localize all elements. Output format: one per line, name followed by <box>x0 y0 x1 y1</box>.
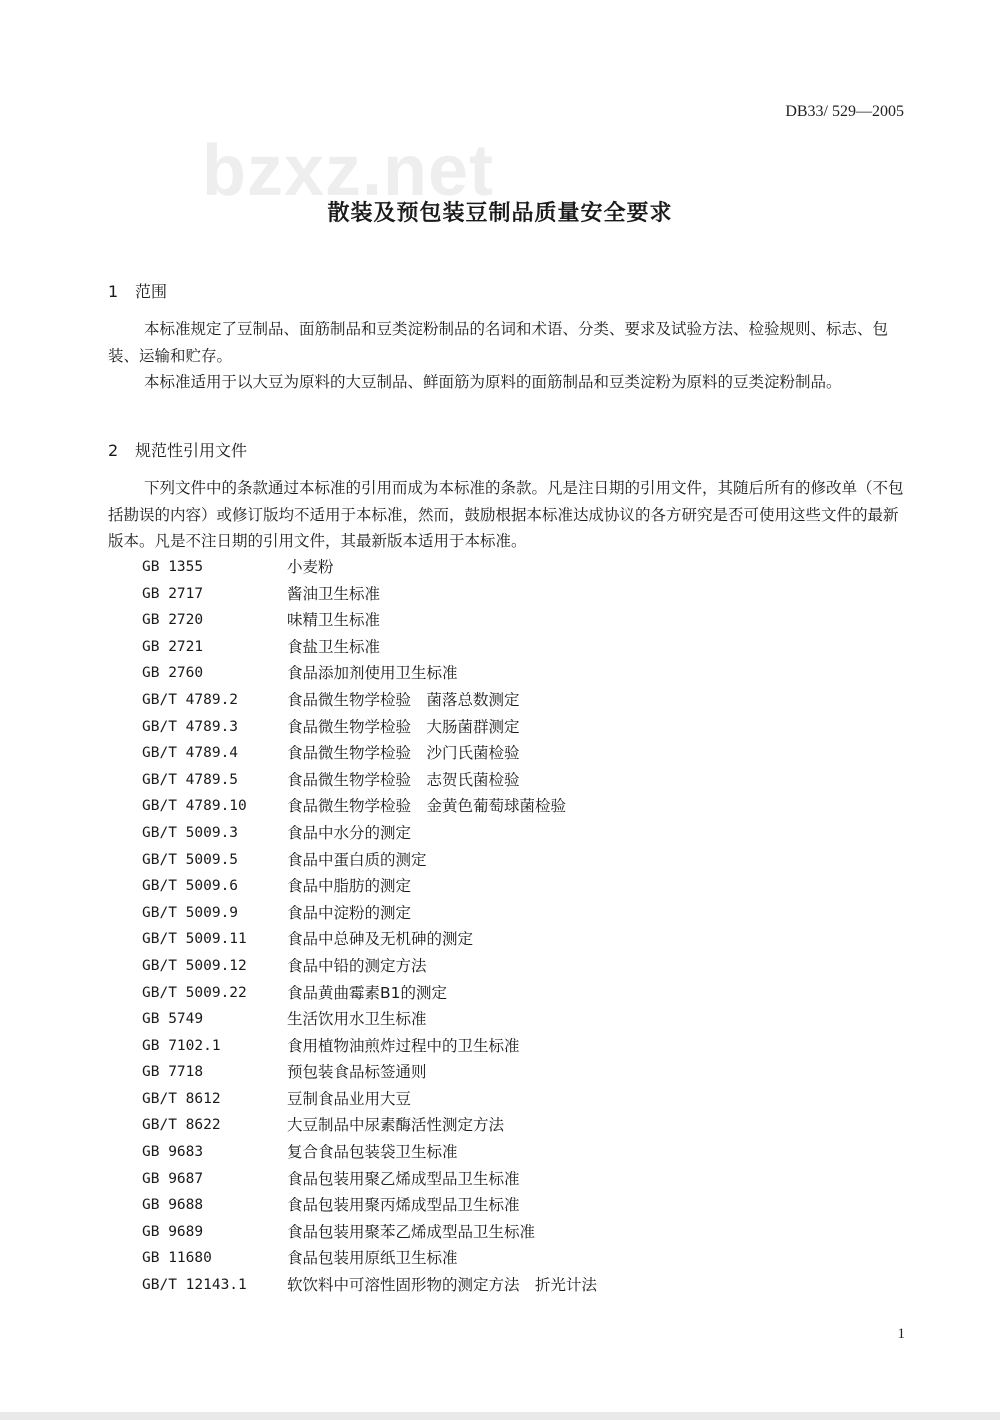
reference-title: 食品微生物学检验 沙门氏菌检验 <box>287 744 520 763</box>
section-title: 范围 <box>135 282 168 301</box>
reference-title: 食品中总砷及无机砷的测定 <box>287 930 474 949</box>
reference-row <box>142 1059 842 1086</box>
reference-title: 食品微生物学检验 大肠菌群测定 <box>287 717 520 736</box>
reference-title: 食品中脂肪的测定 <box>287 877 412 896</box>
reference-code: GB/T 4789.3 <box>142 718 239 735</box>
reference-code: GB 7718 <box>142 1064 204 1081</box>
reference-code: GB 9689 <box>142 1223 204 1240</box>
page-bottom-edge <box>0 1412 1000 1420</box>
reference-row <box>142 607 842 634</box>
reference-row <box>142 687 842 714</box>
reference-code: GB/T 4789.10 <box>142 798 247 815</box>
reference-row <box>142 1033 842 1060</box>
reference-title: 食品微生物学检验 金黄色葡萄球菌检验 <box>287 797 567 816</box>
reference-title: 食品微生物学检验 志贺氏菌检验 <box>287 770 520 789</box>
reference-code: GB/T 5009.5 <box>142 851 239 868</box>
reference-title: 食品包装用原纸卫生标准 <box>287 1249 458 1268</box>
reference-code: GB/T 5009.9 <box>142 904 239 921</box>
reference-row <box>142 1112 842 1139</box>
reference-row <box>142 1139 842 1166</box>
reference-row <box>142 714 842 741</box>
reference-title: 生活饮用水卫生标准 <box>287 1010 427 1029</box>
reference-title: 食盐卫生标准 <box>287 637 381 656</box>
reference-code: GB/T 5009.6 <box>142 878 239 895</box>
reference-title: 复合食品包装袋卫生标准 <box>287 1143 458 1162</box>
reference-code: GB 9687 <box>142 1170 204 1187</box>
reference-row <box>142 740 842 767</box>
reference-row <box>142 926 842 953</box>
reference-title: 食品中淀粉的测定 <box>287 903 412 922</box>
reference-row <box>142 1245 842 1272</box>
reference-title: 豆制食品业用大豆 <box>287 1089 412 1108</box>
reference-row <box>142 1272 842 1299</box>
reference-title: 软饮料中可溶性固形物的测定方法 折光计法 <box>287 1276 598 1295</box>
reference-code: GB 2760 <box>142 665 204 682</box>
reference-row <box>142 1219 842 1246</box>
reference-code: GB/T 4789.2 <box>142 691 239 708</box>
reference-code: GB 1355 <box>142 559 204 575</box>
document-title: 散装及预包装豆制品质量安全要求 <box>327 201 673 226</box>
reference-row <box>142 581 842 608</box>
reference-title: 大豆制品中尿素酶活性测定方法 <box>287 1116 505 1135</box>
reference-code: GB/T 4789.4 <box>142 745 239 762</box>
reference-code: GB/T 4789.5 <box>142 771 239 788</box>
reference-title: 食品中铅的测定方法 <box>287 956 427 975</box>
reference-code: GB/T 8622 <box>142 1117 221 1134</box>
reference-title: 食品包装用聚苯乙烯成型品卫生标准 <box>287 1222 536 1241</box>
reference-code: GB 2717 <box>142 585 204 602</box>
reference-row <box>142 634 842 661</box>
reference-row <box>142 900 842 927</box>
reference-title: 食品包装用聚丙烯成型品卫生标准 <box>287 1196 520 1215</box>
reference-row <box>142 793 842 820</box>
reference-title: 食用植物油煎炸过程中的卫生标准 <box>287 1036 520 1055</box>
paragraph: 本标准适用于以大豆为原料的大豆制品、鲜面筋为原料的面筋制品和豆类淀粉为原料的豆类淀粉制品。 <box>144 373 842 391</box>
reference-title: 食品添加剂使用卫生标准 <box>287 664 458 683</box>
reference-row <box>142 660 842 687</box>
reference-row <box>142 847 842 874</box>
reference-code: GB 9688 <box>142 1197 204 1214</box>
reference-code: GB 9683 <box>142 1144 204 1161</box>
reference-row <box>142 767 842 794</box>
reference-title: 食品微生物学检验 菌落总数测定 <box>287 690 520 709</box>
reference-code: GB 2720 <box>142 612 204 629</box>
watermark: bzxz.net <box>202 131 495 211</box>
reference-title: 小麦粉 <box>287 558 334 576</box>
section-heading-scope <box>108 279 167 302</box>
reference-code: GB 7102.1 <box>142 1037 221 1054</box>
reference-title: 食品黄曲霉素B1的测定 <box>287 983 447 1002</box>
section-number: 1 <box>108 282 119 301</box>
reference-title: 味精卫生标准 <box>287 611 381 630</box>
reference-code: GB/T 5009.12 <box>142 957 247 974</box>
reference-title: 食品包装用聚乙烯成型品卫生标准 <box>287 1169 520 1188</box>
reference-code: GB/T 5009.22 <box>142 984 247 1001</box>
reference-code: GB/T 5009.11 <box>142 931 247 948</box>
reference-title: 食品中水分的测定 <box>287 823 412 842</box>
paragraph: 本标准规定了豆制品、面筋制品和豆类淀粉制品的名词和术语、分类、要求及试验方法、检验规则、标志、包装、运输和贮存。 <box>108 320 889 365</box>
section-number: 2 <box>108 441 119 460</box>
section-heading-normative-references <box>108 438 247 461</box>
reference-code: GB 2721 <box>142 638 204 655</box>
reference-row <box>142 1006 842 1033</box>
reference-title: 预包装食品标签通则 <box>287 1063 427 1082</box>
reference-row <box>142 1166 842 1193</box>
reference-code: GB 11680 <box>142 1250 212 1267</box>
section-title: 规范性引用文件 <box>135 441 248 460</box>
reference-row <box>142 1192 842 1219</box>
reference-code: GB/T 5009.3 <box>142 824 239 841</box>
reference-list <box>142 554 842 1299</box>
reference-title: 酱油卫生标准 <box>287 584 381 603</box>
paragraph: 下列文件中的条款通过本标准的引用而成为本标准的条款。凡是注日期的引用文件，其随后所有的修改单（不包括勘误的内容）或修订版均不适用于本标准，然而，鼓励根据本标准达成协议的各方研究是否可使用这些文件的最新版本。凡是不注日期的引用文件，其最新版本适用于本标准。 <box>108 479 904 550</box>
reference-code: GB 5749 <box>142 1011 204 1028</box>
reference-row <box>142 554 842 581</box>
reference-code: GB/T 8612 <box>142 1090 221 1107</box>
page-number: 1 <box>897 1326 905 1342</box>
reference-row <box>142 1086 842 1113</box>
reference-row <box>142 820 842 847</box>
reference-row <box>142 980 842 1007</box>
reference-row <box>142 953 842 980</box>
standard-number: DB33/ 529—2005 <box>785 103 904 120</box>
reference-code: GB/T 12143.1 <box>142 1277 247 1294</box>
reference-row <box>142 873 842 900</box>
reference-title: 食品中蛋白质的测定 <box>287 850 427 869</box>
